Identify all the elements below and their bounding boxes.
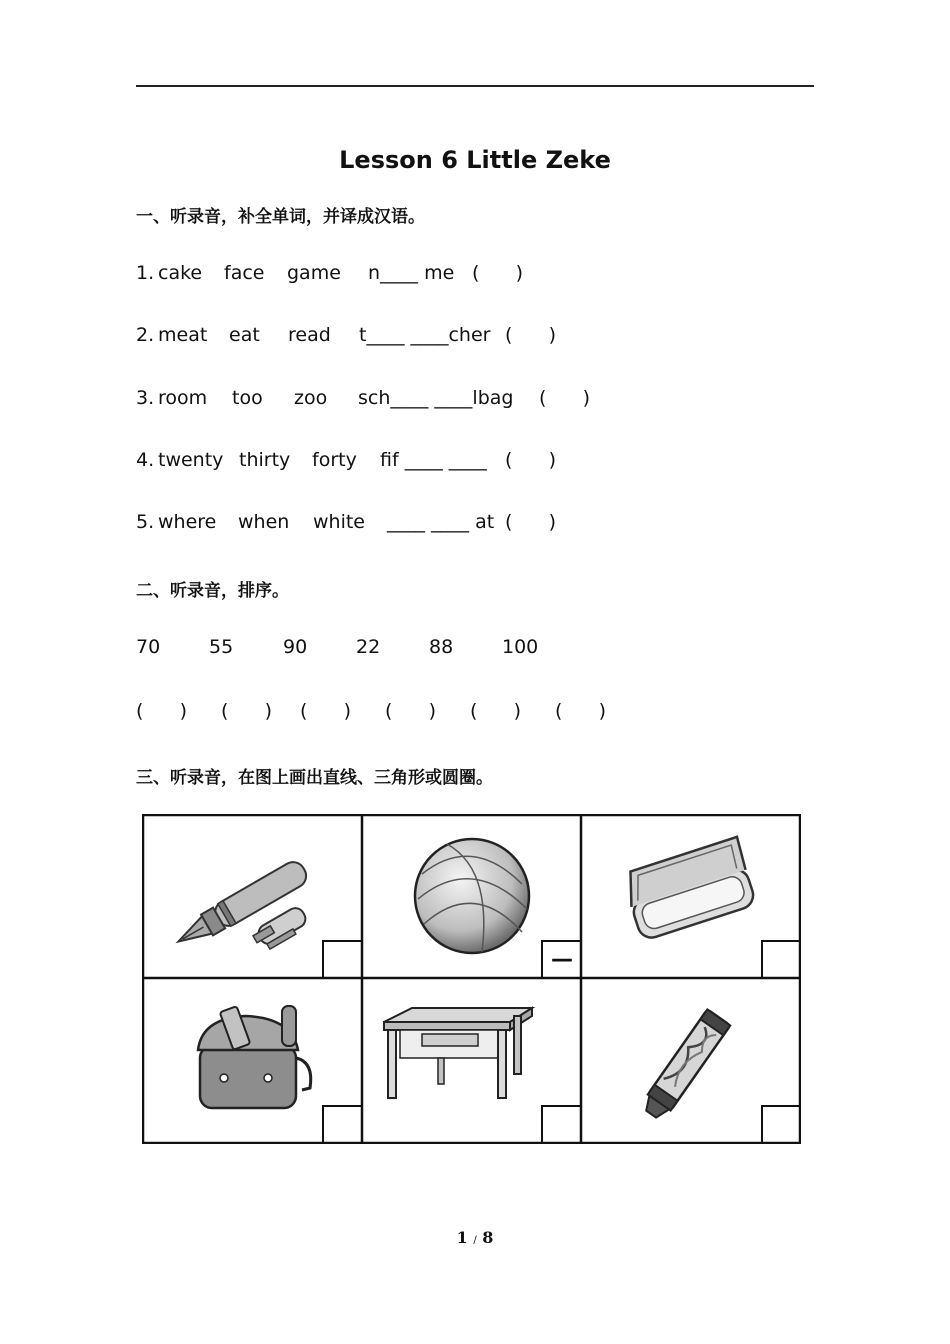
number-item: 22 xyxy=(356,636,381,658)
word: face xyxy=(224,262,265,284)
page-separator: / xyxy=(473,1235,477,1246)
word: game xyxy=(287,262,341,284)
word: too xyxy=(232,387,263,409)
section-1-heading: 一、听录音，补全单词，并译成汉语。 xyxy=(136,207,425,227)
answer-paren[interactable]: ( ) xyxy=(505,511,557,533)
answer-box-4[interactable] xyxy=(322,1105,362,1144)
word: zoo xyxy=(294,387,328,409)
fill-blank[interactable]: t____ ____cher xyxy=(359,324,491,346)
number-item: 100 xyxy=(502,636,539,658)
answer-paren[interactable]: ( ) xyxy=(555,700,607,722)
answer-box-3[interactable] xyxy=(761,940,801,978)
answer-paren[interactable]: ( ) xyxy=(221,700,273,722)
answer-paren[interactable]: ( ) xyxy=(136,700,188,722)
page-number xyxy=(0,1228,950,1247)
word: thirty xyxy=(239,449,291,471)
fill-blank[interactable]: ____ ____ at xyxy=(387,511,495,533)
word: white xyxy=(313,511,365,533)
answer-paren[interactable]: ( ) xyxy=(505,324,557,346)
number-item: 88 xyxy=(429,636,454,658)
number-item: 55 xyxy=(209,636,234,658)
word: forty xyxy=(312,449,357,471)
section-3-heading: 三、听录音，在图上画出直线、三角形或圆圈。 xyxy=(136,768,493,788)
page-total: 8 xyxy=(482,1228,494,1247)
answer-paren[interactable]: ( ) xyxy=(505,449,557,471)
section-2-heading: 二、听录音，排序。 xyxy=(136,581,289,601)
item-number: 3. xyxy=(136,387,155,409)
answer-paren[interactable]: ( ) xyxy=(385,700,437,722)
answer-box-2[interactable]: — xyxy=(541,940,581,978)
answer-paren[interactable]: ( ) xyxy=(472,262,524,284)
answer-box-5[interactable] xyxy=(541,1105,581,1144)
item-number: 2. xyxy=(136,324,155,346)
header-rule xyxy=(136,85,814,87)
answer-box-1[interactable] xyxy=(322,940,362,978)
page-title: Lesson 6 Little Zeke xyxy=(339,146,611,174)
item-number: 5. xyxy=(136,511,155,533)
word: room xyxy=(158,387,208,409)
word: meat xyxy=(158,324,208,346)
answer-box-6[interactable] xyxy=(761,1105,801,1144)
word: cake xyxy=(158,262,203,284)
fill-blank[interactable]: sch____ ____lbag xyxy=(358,387,514,409)
word: read xyxy=(288,324,331,346)
picture-grid xyxy=(142,814,801,1144)
word: twenty xyxy=(158,449,224,471)
word: eat xyxy=(229,324,260,346)
item-number: 1. xyxy=(136,262,155,284)
number-item: 90 xyxy=(283,636,308,658)
answer-paren[interactable]: ( ) xyxy=(470,700,522,722)
number-item: 70 xyxy=(136,636,161,658)
word: when xyxy=(238,511,290,533)
fill-blank[interactable]: fif ____ ____ xyxy=(380,449,487,471)
item-number: 4. xyxy=(136,449,155,471)
page-current: 1 xyxy=(456,1228,468,1247)
answer-paren[interactable]: ( ) xyxy=(300,700,352,722)
answer-paren[interactable]: ( ) xyxy=(539,387,591,409)
word: where xyxy=(158,511,217,533)
fill-blank[interactable]: n____ me xyxy=(368,262,455,284)
